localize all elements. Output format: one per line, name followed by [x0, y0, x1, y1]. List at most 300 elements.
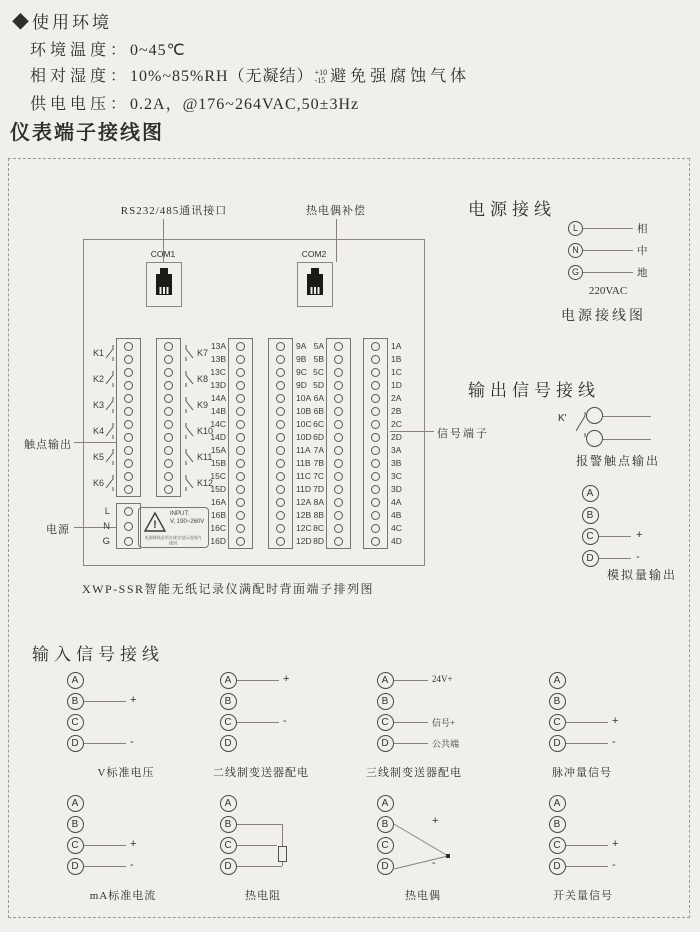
input-wire-line [394, 722, 428, 723]
input-terminal-a: A [67, 672, 84, 689]
rtd-resistor [278, 846, 287, 862]
terminal-hole [276, 394, 285, 403]
analog-terminal-a: A [582, 485, 599, 502]
terminal-hole [334, 394, 343, 403]
relay-contact-icon [183, 396, 195, 414]
input-wire-label: 信号+ [432, 718, 456, 728]
relay-label-k5: K5 [92, 451, 104, 462]
terminal-number-label: 4C [391, 523, 402, 533]
relay-contact-icon [104, 370, 116, 388]
terminal-number-label: 12D [296, 536, 312, 546]
relay-contact-icon [183, 370, 195, 388]
relay-label-k7: K7 [197, 347, 209, 358]
input-wire-line [84, 701, 126, 702]
terminal-hole [371, 511, 380, 520]
terminal-hole [276, 355, 285, 364]
terminal-hole [276, 407, 285, 416]
terminal-hole [371, 381, 380, 390]
terminal-hole [236, 459, 245, 468]
input-group-caption: 二线制变送器配电 [213, 767, 309, 779]
terminal-number-label: 12C [296, 523, 312, 533]
input-terminal-d: D [377, 858, 394, 875]
input-terminal-c: C [220, 714, 237, 731]
rtd-wire-b [237, 824, 282, 825]
alarm-relay-contact-icon [572, 407, 588, 441]
terminal-hole [371, 459, 380, 468]
input-group-caption: 脉冲量信号 [552, 767, 612, 779]
input-wire-line [566, 743, 608, 744]
terminal-number-label: 4B [391, 510, 402, 520]
terminal-hole [334, 537, 343, 546]
terminal-hole [276, 511, 285, 520]
input-wire-line [394, 680, 428, 681]
relay-label-k2: K2 [92, 373, 104, 384]
input-terminal-c: C [220, 837, 237, 854]
terminal-number-label: 2C [391, 419, 402, 429]
power-wire-terminal-g: G [568, 265, 583, 280]
terminal-number-label: 3C [391, 471, 402, 481]
relay-label-k8: K8 [197, 373, 209, 384]
env-temperature-value: 0~45℃ [130, 42, 186, 59]
terminal-number-label: 3B [391, 458, 402, 468]
terminal-hole [371, 407, 380, 416]
terminal-number-label: 8B [313, 510, 324, 520]
terminal-hole [236, 537, 245, 546]
terminal-number-label: 10B [296, 406, 312, 416]
terminal-hole [124, 433, 133, 442]
relay-label-k10: K10 [197, 425, 214, 436]
terminal-number-label: 4A [391, 497, 402, 507]
thermocouple-plus-label: + [432, 815, 439, 827]
terminal-number-label: 13A [210, 341, 226, 351]
terminal-hole [164, 368, 173, 377]
terminal-hole [371, 342, 380, 351]
relay-contact-icon [183, 474, 195, 492]
terminal-hole [164, 420, 173, 429]
input-terminal-b: B [549, 693, 566, 710]
terminal-number-label: 14A [210, 393, 226, 403]
terminal-hole [334, 433, 343, 442]
power-terminal-hole [124, 522, 133, 531]
relay-label-k4: K4 [92, 425, 104, 436]
terminal-number-label: 12A [296, 497, 312, 507]
terminal-hole [236, 446, 245, 455]
terminal-hole [276, 381, 285, 390]
analog-polarity-label: - [636, 551, 640, 563]
terminal-hole [276, 368, 285, 377]
terminal-number-label: 13C [210, 367, 226, 377]
terminal-number-label: 10C [296, 419, 312, 429]
terminal-hole [371, 368, 380, 377]
input-group-caption: 三线制变送器配电 [366, 767, 462, 779]
env-humidity-tolerance: +10 -15 [314, 68, 328, 86]
terminal-hole [334, 524, 343, 533]
terminal-hole [371, 420, 380, 429]
terminal-number-label: 16C [210, 523, 226, 533]
analog-polarity-label: + [636, 529, 643, 541]
analog-terminal-b: B [582, 507, 599, 524]
terminal-number-label: 3A [391, 445, 402, 455]
analog-line [599, 536, 631, 537]
input-terminal-b: B [67, 816, 84, 833]
input-terminal-a: A [377, 672, 394, 689]
terminal-hole [164, 381, 173, 390]
power-wire-terminal-l: L [568, 221, 583, 236]
input-terminal-d: D [67, 735, 84, 752]
power-terminal-hole [124, 507, 133, 516]
terminal-number-label: 4D [391, 536, 402, 546]
terminal-hole [124, 459, 133, 468]
terminal-hole [371, 355, 380, 364]
terminal-hole [164, 355, 173, 364]
terminal-number-label: 14C [210, 419, 226, 429]
input-terminal-b: B [220, 693, 237, 710]
warning-input-line1: INPUT: [170, 511, 190, 517]
input-terminal-d: D [549, 735, 566, 752]
terminal-hole [334, 459, 343, 468]
power-terminal-label-g: G [102, 535, 110, 547]
terminal-number-label: 6C [313, 419, 324, 429]
terminal-hole [371, 524, 380, 533]
input-wire-line [394, 743, 428, 744]
input-terminal-c: C [67, 837, 84, 854]
contact-output-label: 触点输出 [24, 439, 72, 451]
alarm-contact-line [603, 416, 651, 417]
input-terminal-b: B [377, 816, 394, 833]
terminal-number-label: 15A [210, 445, 226, 455]
terminal-hole [124, 485, 133, 494]
input-wire-label: 24V+ [432, 674, 453, 684]
terminal-hole [236, 342, 245, 351]
terminal-number-label: 14B [210, 406, 226, 416]
terminal-number-label: 15C [210, 471, 226, 481]
terminal-number-label: 2A [391, 393, 402, 403]
input-wiring-title: 输入信号接线 [32, 645, 164, 664]
svg-text:!: ! [153, 519, 157, 531]
input-polarity-label: - [612, 859, 616, 871]
terminal-hole [334, 368, 343, 377]
input-polarity-label: + [283, 673, 290, 685]
input-wire-line [84, 845, 126, 846]
terminal-number-label: 1B [391, 354, 402, 364]
alarm-contact-output-caption: 报警触点输出 [575, 454, 660, 468]
input-polarity-label: + [130, 694, 137, 706]
terminal-hole [276, 537, 285, 546]
thermocouple-minus-label: - [432, 857, 436, 869]
analog-terminal-d: D [582, 550, 599, 567]
terminal-hole [276, 342, 285, 351]
terminal-hole [334, 446, 343, 455]
power-wiring-title: 电源接线 [468, 200, 556, 219]
thermocouple-wires [390, 815, 460, 877]
terminal-number-label: 5A [313, 341, 324, 351]
terminal-hole [371, 485, 380, 494]
terminal-number-label: 9C [296, 367, 307, 377]
terminal-number-label: 8C [313, 523, 324, 533]
terminal-number-label: 1A [391, 341, 402, 351]
terminal-hole [236, 511, 245, 520]
input-group-caption: V标准电压 [97, 767, 155, 779]
output-wiring-title: 输出信号接线 [468, 381, 600, 400]
input-polarity-label: - [130, 859, 134, 871]
input-terminal-a: A [67, 795, 84, 812]
analog-terminal-c: C [582, 528, 599, 545]
power-terminal-label-n: N [103, 520, 110, 532]
terminal-number-label: 10A [296, 393, 312, 403]
terminal-number-label: 9A [296, 341, 307, 351]
input-terminal-c: C [377, 837, 394, 854]
terminal-hole [124, 446, 133, 455]
terminal-hole [276, 485, 285, 494]
terminal-hole [276, 524, 285, 533]
input-wire-line [84, 743, 126, 744]
rtd-wire-d [237, 866, 282, 867]
rtd-wire-vertical2 [282, 862, 283, 866]
terminal-number-label: 6B [313, 406, 324, 416]
input-wire-label: 公共端 [432, 739, 460, 749]
input-wire-line [566, 845, 608, 846]
input-terminal-b: B [549, 816, 566, 833]
analog-output-caption: 模拟量输出 [606, 568, 677, 582]
terminal-number-label: 9D [296, 380, 307, 390]
terminal-hole [371, 446, 380, 455]
terminal-number-label: 11B [296, 458, 311, 468]
power-wire-line [583, 272, 633, 273]
terminal-hole [164, 459, 173, 468]
terminal-number-label: 9B [296, 354, 307, 364]
terminal-number-label: 8D [313, 536, 324, 546]
env-humidity-label: 相对湿度： [30, 68, 131, 85]
input-wire-line [566, 722, 608, 723]
analog-line [599, 558, 631, 559]
input-wire-line [237, 680, 279, 681]
power-voltage: 220VAC [588, 285, 628, 297]
signal-terminal-label: 信号端子 [437, 428, 489, 440]
terminal-hole [276, 420, 285, 429]
input-terminal-d: D [377, 735, 394, 752]
terminal-hole [236, 381, 245, 390]
terminal-number-label: 16D [210, 536, 226, 546]
input-terminal-b: B [377, 693, 394, 710]
env-humidity-note: 避免强腐蚀气体 [330, 68, 471, 85]
terminal-number-label: 6A [313, 393, 324, 403]
input-terminal-c: C [549, 837, 566, 854]
relay-contact-icon [183, 448, 195, 466]
power-wiring-caption: 电源接线图 [561, 309, 646, 324]
terminal-hole [124, 407, 133, 416]
input-wire-line [84, 866, 126, 867]
input-wire-line [566, 866, 608, 867]
terminal-number-label: 2B [391, 406, 402, 416]
terminal-hole [334, 355, 343, 364]
terminal-number-label: 11D [296, 484, 311, 494]
terminal-hole [164, 433, 173, 442]
terminal-hole [276, 459, 285, 468]
terminal-hole [371, 433, 380, 442]
warning-input-line2: V, 190~260V [170, 519, 205, 525]
rtd-wire-c [237, 845, 277, 846]
terminal-hole [371, 472, 380, 481]
terminal-hole [236, 485, 245, 494]
terminal-number-label: 7B [313, 458, 324, 468]
relay-label-k11: K11 [197, 451, 213, 462]
env-supply-value: 0.2A，@176~264VAC,50±3Hz [130, 96, 360, 113]
input-terminal-d: D [220, 735, 237, 752]
relay-label-k1: K1 [92, 347, 104, 358]
input-group-caption: 热电阻 [245, 890, 281, 902]
terminal-number-label: 15B [210, 458, 226, 468]
power-terminal-hole [124, 537, 133, 546]
terminal-hole [276, 446, 285, 455]
terminal-number-label: 7A [313, 445, 324, 455]
terminal-hole [236, 368, 245, 377]
input-terminal-a: A [377, 795, 394, 812]
input-polarity-label: + [130, 838, 137, 850]
terminal-number-label: 7C [313, 471, 324, 481]
input-terminal-d: D [549, 858, 566, 875]
input-terminal-b: B [67, 693, 84, 710]
terminal-number-label: 11A [296, 445, 311, 455]
rear-panel-caption: XWP-SSR智能无纸记录仪满配时背面端子排列图 [81, 582, 374, 596]
relay-label-k9: K9 [197, 399, 209, 410]
terminal-hole [371, 394, 380, 403]
terminal-hole [164, 342, 173, 351]
terminal-hole [164, 485, 173, 494]
terminal-number-label: 10D [296, 432, 312, 442]
terminal-hole [124, 342, 133, 351]
input-terminal-d: D [67, 858, 84, 875]
relay-contact-icon [104, 396, 116, 414]
warning-note: 电源接线必须在规定电压范围内使用 [144, 535, 202, 546]
terminal-hole [276, 433, 285, 442]
relay-contact-icon [183, 422, 195, 440]
terminal-hole [124, 355, 133, 364]
terminal-number-label: 3D [391, 484, 402, 494]
env-section-title: ◆使用环境 [12, 13, 112, 32]
terminal-number-label: 1D [391, 380, 402, 390]
terminal-hole [236, 420, 245, 429]
power-wire-label: 地 [637, 268, 648, 279]
terminal-number-label: 2D [391, 432, 402, 442]
relay-contact-icon [104, 344, 116, 362]
terminal-number-label: 8A [313, 497, 324, 507]
power-wire-label: 相 [637, 224, 648, 235]
terminal-hole [236, 524, 245, 533]
terminal-number-label: 16B [210, 510, 226, 520]
terminal-hole [276, 498, 285, 507]
terminal-hole [334, 485, 343, 494]
rtd-wire-vertical [282, 824, 283, 846]
input-group-caption: mA标准电流 [89, 890, 157, 902]
input-polarity-label: - [612, 736, 616, 748]
terminal-hole [124, 394, 133, 403]
terminal-hole [334, 472, 343, 481]
input-group-caption: 热电偶 [405, 890, 441, 902]
relay-label-k6: K6 [92, 477, 104, 488]
terminal-number-label: 14D [210, 432, 226, 442]
terminal-number-label: 5C [313, 367, 324, 377]
relay-label-k3: K3 [92, 399, 104, 410]
terminal-hole [124, 368, 133, 377]
terminal-number-label: 13B [210, 354, 226, 364]
relay-contact-icon [104, 448, 116, 466]
terminal-hole [236, 355, 245, 364]
power-wire-line [583, 250, 633, 251]
terminal-number-label: 5B [313, 354, 324, 364]
alarm-contact-terminal [586, 430, 603, 447]
input-polarity-label: + [612, 838, 619, 850]
terminal-number-label: 7D [313, 484, 324, 494]
input-terminal-c: C [377, 714, 394, 731]
alarm-relay-label: K' [558, 413, 567, 424]
relay-contact-icon [104, 474, 116, 492]
env-supply-label: 供电电压： [30, 96, 131, 113]
terminal-hole [334, 381, 343, 390]
terminal-hole [164, 446, 173, 455]
input-terminal-b: B [220, 816, 237, 833]
terminal-hole [236, 407, 245, 416]
terminal-hole [371, 537, 380, 546]
terminal-hole [334, 342, 343, 351]
terminal-hole [236, 394, 245, 403]
alarm-contact-line [603, 439, 651, 440]
terminal-hole [164, 407, 173, 416]
terminal-hole [236, 433, 245, 442]
input-terminal-a: A [220, 795, 237, 812]
power-label: 电源 [46, 524, 70, 536]
input-terminal-a: A [549, 795, 566, 812]
input-terminal-c: C [549, 714, 566, 731]
input-terminal-c: C [67, 714, 84, 731]
input-terminal-a: A [549, 672, 566, 689]
alarm-contact-terminal [586, 407, 603, 424]
terminal-hole [371, 498, 380, 507]
input-polarity-label: - [283, 715, 287, 727]
terminal-number-label: 13D [210, 380, 226, 390]
terminal-hole [124, 472, 133, 481]
power-wire-terminal-n: N [568, 243, 583, 258]
terminal-number-label: 11C [296, 471, 311, 481]
terminal-hole [334, 407, 343, 416]
terminal-hole [124, 420, 133, 429]
page-title: 仪表端子接线图 [10, 122, 164, 144]
power-wire-label: 中 [637, 246, 648, 257]
env-temperature-label: 环境温度： [30, 42, 131, 59]
terminal-hole [236, 472, 245, 481]
com2-label: COM2 [301, 249, 327, 259]
terminal-number-label: 15D [210, 484, 226, 494]
input-wire-line [237, 722, 279, 723]
terminal-hole [334, 498, 343, 507]
power-terminal-label-l: L [104, 505, 110, 517]
terminal-hole [236, 498, 245, 507]
relay-contact-icon [104, 422, 116, 440]
input-terminal-d: D [220, 858, 237, 875]
terminal-number-label: 6D [313, 432, 324, 442]
power-wire-line [583, 228, 633, 229]
input-group-caption: 开关量信号 [553, 890, 613, 902]
input-polarity-label: + [612, 715, 619, 727]
terminal-hole [334, 420, 343, 429]
terminal-hole [164, 394, 173, 403]
terminal-number-label: 1C [391, 367, 402, 377]
relay-label-k12: K12 [197, 477, 214, 488]
terminal-hole [124, 381, 133, 390]
input-terminal-a: A [220, 672, 237, 689]
terminal-hole [334, 511, 343, 520]
input-polarity-label: - [130, 736, 134, 748]
terminal-number-label: 16A [210, 497, 226, 507]
